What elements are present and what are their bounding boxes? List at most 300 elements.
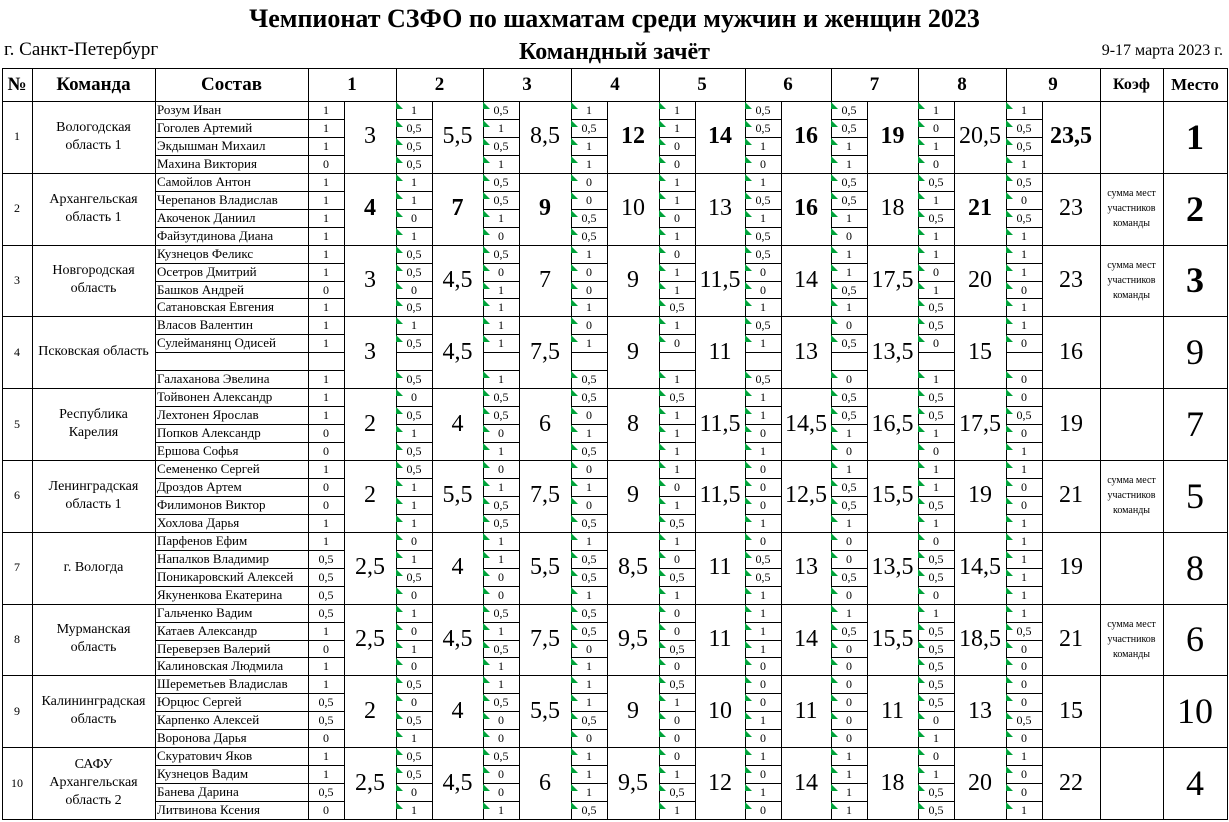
header-roster: Состав [201,73,262,95]
grid-line [483,729,519,730]
grid-line [396,406,432,407]
player-score: 0 [760,156,766,171]
player-score: 1 [1021,533,1027,548]
comment-marker-icon [483,389,490,396]
team-name: Вологодская область 1 [56,119,131,153]
player-score: 1 [760,587,766,602]
comment-marker-icon [745,192,752,199]
player-score: 1 [760,336,766,351]
cumulative-score: 12 [708,769,732,796]
comment-marker-icon [483,587,490,594]
grid-line [918,568,954,569]
player-score: 0 [760,767,766,782]
player-score: 1 [498,444,504,459]
cumulative-score: 13 [794,338,818,365]
player-score: 1 [586,677,592,692]
grid-line [571,496,607,497]
player-score: 0,5 [669,785,685,800]
comment-marker-icon [571,282,578,289]
comment-marker-icon [918,748,925,755]
cumulative-score: 11,5 [699,410,741,437]
grid-line [1006,155,1042,156]
player-score: 0 [933,444,939,459]
cumulative-score: 15 [1059,697,1083,724]
player-score: 0,5 [1016,623,1032,638]
player-score: 0 [933,749,939,764]
grid-line [1006,568,1042,569]
grid-line [918,209,954,210]
player-score: 0 [674,659,680,674]
cumulative-score: 21 [1059,625,1083,652]
grid-line [571,568,607,569]
comment-marker-icon [659,102,666,109]
player-score: 1 [846,462,852,476]
cumulative-score: 15 [968,338,992,365]
player-score: 0 [933,120,939,135]
player-score: 1 [933,462,939,476]
grid-line [831,406,867,407]
cumulative-score: 15,5 [871,625,914,652]
header-round-4: 4 [610,73,620,95]
player-score: 0,5 [755,569,771,584]
header-round-6: 6 [783,73,793,95]
player-score: 1 [498,623,504,638]
player-score: 0,5 [493,246,509,261]
player-score: 0 [1021,767,1027,782]
comment-marker-icon [918,658,925,665]
comment-marker-icon [1006,156,1013,163]
player-score: 0,5 [928,803,944,818]
comment-marker-icon [483,174,490,181]
comment-marker-icon [659,605,666,612]
player-score: 0,5 [928,497,944,512]
comment-marker-icon [571,641,578,648]
grid-line [831,263,867,264]
player-score: 1 [498,318,504,333]
grid-line [1006,263,1042,264]
grid-line [396,801,432,802]
row-number: 1 [14,129,20,144]
comment-marker-icon [831,712,838,719]
player-score: 1 [846,749,852,764]
player-score: 0 [760,695,766,710]
grid-line [745,514,781,515]
comment-marker-icon [483,264,490,271]
grid-line [1006,801,1042,802]
grid-line [659,155,695,156]
player-score: 0 [933,336,939,351]
grid-line [396,227,432,228]
grid-line [831,334,867,335]
grid-line [308,568,344,569]
comment-marker-icon [483,694,490,701]
grid-line [918,137,954,138]
player-score: 0 [411,785,417,800]
grid-line [483,514,519,515]
cumulative-score: 13 [708,195,732,222]
player-score: 1 [411,174,417,189]
grid-line [659,370,695,371]
comment-marker-icon [745,138,752,145]
comment-marker-icon [1006,658,1013,665]
grid-line [396,783,432,784]
cumulative-score: 2,5 [355,554,385,581]
row-number: 2 [14,201,20,216]
player-score: 0,5 [406,336,422,351]
player-score: 1 [674,767,680,782]
team-place: 8 [1186,547,1204,588]
grid-line [571,155,607,156]
comment-marker-icon [659,623,666,630]
comment-marker-icon [483,479,490,486]
comment-marker-icon [1006,192,1013,199]
grid-line [1100,68,1101,820]
grid-line [745,801,781,802]
player-score: 0 [498,767,504,782]
comment-marker-icon [745,461,752,468]
team-place: 4 [1186,763,1204,804]
player-score: 0,5 [406,138,422,153]
player-name: Напалков Владимир [157,550,270,566]
comment-marker-icon [918,802,925,809]
player-score: 0,5 [493,749,509,764]
cumulative-score: 14,5 [785,410,827,437]
comment-marker-icon [918,371,925,378]
grid-line [571,586,607,587]
grid-line [745,568,781,569]
header-round-3: 3 [522,73,532,95]
grid-line [155,119,308,120]
player-score: 0 [323,731,329,746]
comment-marker-icon [396,228,403,235]
comment-marker-icon [918,515,925,522]
cumulative-score: 13 [794,554,818,581]
comment-marker-icon [745,299,752,306]
player-score: 1 [674,120,680,135]
player-score: 1 [760,641,766,656]
grid-line [918,478,954,479]
grid-line [155,209,308,210]
comment-marker-icon [483,192,490,199]
player-score: 1 [586,695,592,710]
grid-line [308,352,344,353]
comment-marker-icon [659,533,666,540]
grid-line [396,550,432,551]
player-score: 1 [323,515,329,530]
grid-line [483,263,519,264]
comment-marker-icon [571,246,578,253]
comment-marker-icon [659,694,666,701]
cumulative-score: 7,5 [530,338,560,365]
comment-marker-icon [571,335,578,342]
player-score: 1 [674,426,680,441]
grid-line [918,783,954,784]
grid-line [918,640,954,641]
grid-line [308,137,344,138]
grid-line [831,119,867,120]
grid-line [308,191,344,192]
cumulative-score: 11,5 [699,266,741,293]
player-score: 0,5 [928,174,944,189]
grid-line [831,370,867,371]
grid-line [745,550,781,551]
comment-marker-icon [571,264,578,271]
player-score: 0,5 [493,103,509,117]
comment-marker-icon [483,210,490,217]
player-score: 0 [586,462,592,476]
comment-marker-icon [918,246,925,253]
cumulative-score: 4,5 [442,338,473,365]
team-place: 2 [1186,188,1204,229]
player-score: 1 [323,103,329,117]
comment-marker-icon [483,335,490,342]
comment-marker-icon [659,587,666,594]
comment-marker-icon [659,443,666,450]
player-score: 1 [760,210,766,225]
player-score: 1 [586,300,592,315]
grid-line [745,765,781,766]
comment-marker-icon [745,389,752,396]
player-score: 1 [323,767,329,782]
player-score: 1 [933,192,939,207]
row-number: 4 [14,344,20,359]
cumulative-score: 19 [880,123,905,150]
player-score: 1 [586,479,592,494]
cumulative-score: 5,5 [442,482,473,509]
player-score: 0 [498,785,504,800]
player-score: 1 [760,713,766,728]
comment-marker-icon [918,694,925,701]
player-score: 1 [498,210,504,225]
comment-marker-icon [659,246,666,253]
grid-line [918,424,954,425]
player-score: 0,5 [1016,120,1032,135]
player-score: 0 [846,731,852,746]
row-number: 7 [14,560,20,575]
player-name: Банева Дарина [157,784,239,800]
grid-line [745,657,781,658]
comment-marker-icon [396,282,403,289]
comment-marker-icon [831,192,838,199]
comment-marker-icon [659,551,666,558]
grid-line [659,406,695,407]
grid-line [571,657,607,658]
grid-line [918,119,954,120]
player-score: 0 [933,587,939,602]
player-score: 1 [411,497,417,512]
player-name: Филимонов Виктор [157,496,266,512]
grid-line [396,586,432,587]
comment-marker-icon [1006,174,1013,181]
cumulative-score: 8,5 [618,554,648,581]
comment-marker-icon [571,712,578,719]
comment-marker-icon [831,138,838,145]
grid-line [483,442,519,443]
player-score: 0,5 [841,103,857,117]
team-name: г. Вологда [63,559,124,575]
player-score: 1 [323,372,329,387]
grid-line [918,370,954,371]
cumulative-score: 5,5 [530,697,560,724]
grid-line [1006,227,1042,228]
comment-marker-icon [831,299,838,306]
grid-line [483,155,519,156]
player-score: 0,5 [755,318,771,333]
comment-marker-icon [918,102,925,109]
player-score: 0,5 [406,677,422,692]
grid-line [483,424,519,425]
grid-line [483,640,519,641]
comment-marker-icon [831,210,838,217]
grid-line [831,191,867,192]
player-score: 1 [760,444,766,459]
grid-line [571,442,607,443]
header-team: Команда [56,73,131,95]
comment-marker-icon [483,766,490,773]
grid-line [571,711,607,712]
grid-line [659,550,695,551]
comment-marker-icon [659,479,666,486]
comment-marker-icon [745,425,752,432]
player-score: 0,5 [928,785,944,800]
grid-line [918,442,954,443]
grid-line [659,334,695,335]
player-score: 1 [846,300,852,315]
grid-line [155,729,308,730]
comment-marker-icon [1006,335,1013,342]
grid-line [918,693,954,694]
grid-line [1006,406,1042,407]
comment-marker-icon [1006,802,1013,809]
comment-marker-icon [918,299,925,306]
comment-marker-icon [571,658,578,665]
grid-line [918,334,954,335]
comment-marker-icon [571,299,578,306]
player-score: 1 [933,103,939,117]
comment-marker-icon [831,784,838,791]
team-place: 10 [1177,691,1213,732]
comment-marker-icon [831,407,838,414]
player-score: 1 [760,605,766,620]
comment-marker-icon [396,515,403,522]
grid-line [2,68,1228,69]
grid-line [659,209,695,210]
comment-marker-icon [745,748,752,755]
player-score: 0,5 [318,587,334,602]
player-score: 0 [846,587,852,602]
player-score: 0 [846,228,852,243]
player-score: 1 [498,120,504,135]
player-score: 1 [846,767,852,782]
comment-marker-icon [831,551,838,558]
player-score: 0,5 [406,713,422,728]
grid-line [745,693,781,694]
grid-line [1006,514,1042,515]
player-score: 1 [323,138,329,153]
comment-marker-icon [571,461,578,468]
player-score: 0 [586,408,592,423]
player-score: 0 [1021,192,1027,207]
comment-marker-icon [396,766,403,773]
grid-line [308,711,344,712]
cumulative-score: 18,5 [959,625,1001,652]
comment-marker-icon [483,784,490,791]
player-score: 1 [760,749,766,764]
comment-marker-icon [659,641,666,648]
comment-marker-icon [831,694,838,701]
player-score: 0,5 [581,210,597,225]
cumulative-score: 9,5 [618,625,648,652]
team-place: 3 [1186,260,1204,301]
comment-marker-icon [745,174,752,181]
player-score: 0,5 [581,372,597,387]
grid-line [918,298,954,299]
player-score: 1 [846,426,852,441]
comment-marker-icon [483,497,490,504]
player-name: Дроздов Артем [157,478,242,494]
player-score: 1 [674,192,680,207]
cumulative-score: 21 [968,195,992,222]
comment-marker-icon [396,748,403,755]
grid-line [396,568,432,569]
player-score: 0,5 [581,390,597,405]
grid-line [571,424,607,425]
row-number: 10 [11,775,23,790]
comment-marker-icon [659,120,666,127]
player-score: 0,5 [493,390,509,405]
comment-marker-icon [918,282,925,289]
player-score: 1 [674,282,680,297]
player-score: 1 [1021,444,1027,459]
header-place: Место [1171,74,1219,94]
player-score: 1 [760,623,766,638]
comment-marker-icon [659,784,666,791]
comment-marker-icon [918,587,925,594]
player-score: 0 [1021,479,1027,494]
comment-marker-icon [745,407,752,414]
player-name: Галаханова Эвелина [157,371,270,387]
player-score: 0 [586,192,592,207]
comment-marker-icon [1006,784,1013,791]
player-name: Переверзев Валерий [157,640,271,656]
grid-line [155,406,308,407]
player-score: 0,5 [406,246,422,261]
grid-line [155,191,308,192]
grid-line [659,622,695,623]
grid-line [659,191,695,192]
comment-marker-icon [1006,623,1013,630]
comment-marker-icon [659,282,666,289]
grid-line [745,263,781,264]
player-score: 0 [760,533,766,548]
header-round-8: 8 [957,73,967,95]
player-score: 0 [1021,426,1027,441]
player-score: 0,5 [493,192,509,207]
comment-marker-icon [396,497,403,504]
grid-line [308,586,344,587]
player-score: 0,5 [928,390,944,405]
comment-marker-icon [1006,389,1013,396]
player-score: 1 [323,120,329,135]
player-score: 0 [323,497,329,512]
player-name [155,352,308,370]
player-score: 1 [846,803,852,818]
grid-line [155,424,308,425]
cumulative-score: 18 [880,195,905,222]
comment-marker-icon [831,264,838,271]
grid-line [155,586,308,587]
comment-marker-icon [571,443,578,450]
